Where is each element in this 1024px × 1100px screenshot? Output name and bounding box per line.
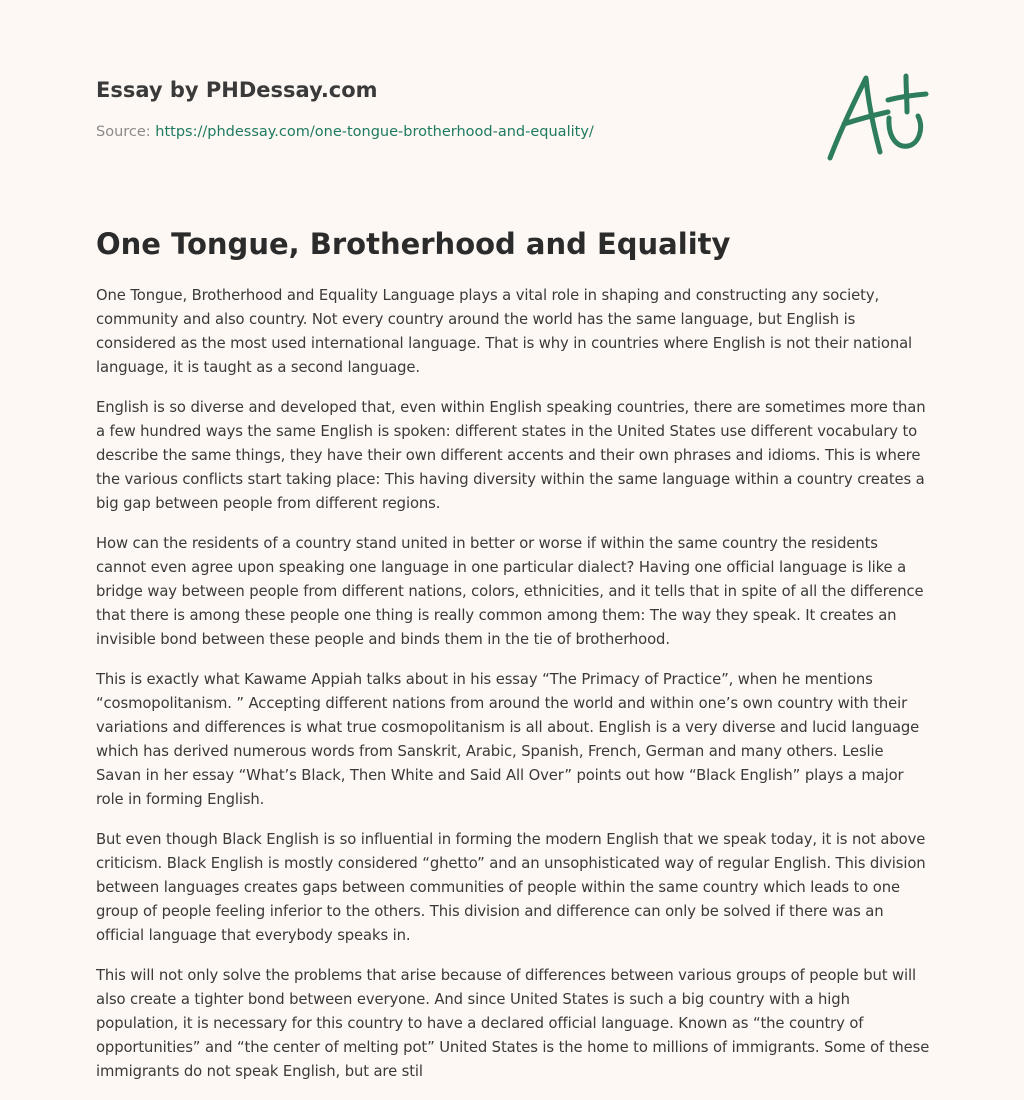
source-link[interactable]: https://phdessay.com/one-tongue-brotherhood-and-equality/ xyxy=(155,124,594,140)
site-brand: Essay by PHDessay.com xyxy=(96,78,378,102)
essay-body xyxy=(96,284,932,1100)
a-plus-grade-icon xyxy=(822,66,932,166)
essay-paragraph-2: English is so diverse and developed that, even within English speaking countries, there are sometimes more than a few hundred ways the same English is spoken: different states in the United States use different vocabulary to describe the same things, they have their own different accents and their own phrases and idioms. This is where the various conflicts start taking place: This having diversity within the same language within a country creates a big gap between people from different regions. xyxy=(96,399,926,512)
essay-paragraph-6: This will not only solve the problems that arise because of differences between various groups of people but will also create a tighter bond between everyone. And since United States is such a big country with a high population, it is necessary for this country to have a declared official language. Known as “the country of opportunities” and “the center of melting pot” United States is the home to millions of immigrants. Some of these immigrants do not speak English, but are stil xyxy=(96,967,930,1080)
essay-title: One Tongue, Brotherhood and Equality xyxy=(96,227,731,261)
a-plus-grade-icon-svg xyxy=(822,66,932,166)
source-line xyxy=(96,122,796,142)
essay-header xyxy=(96,76,796,142)
essay-paragraph-1: One Tongue, Brotherhood and Equality Language plays a vital role in shaping and constructing any society, community and also country. Not every country around the world has the same language, but English is considered as the most used international language. That is why in countries where English is not their national language, it is taught as a second language. xyxy=(96,287,913,376)
essay-paragraph-3: How can the residents of a country stand united in better or worse if within the same country the residents cannot even agree upon speaking one language in one particular dialect? Having one official language is like a bridge way between people from different nations, colors, ethnicities, and it tells that in spite of all the difference that there is among these people one thing is really common among them: The way they speak. It creates an invisible bond between these people and binds them in the tie of brotherhood. xyxy=(96,535,924,648)
essay-paragraph-5: But even though Black English is so influential in forming the modern English that we speak today, it is not above criticism. Black English is mostly considered “ghetto” and an unsophisticated way of regular English. This division between languages creates gaps between communities of people within the same country which leads to one group of people feeling inferior to the others. This division and difference can only be solved if there was an official language that everybody speaks in. xyxy=(96,831,926,944)
source-label: Source: xyxy=(96,124,151,140)
essay-paragraph-4: This is exactly what Kawame Appiah talks about in his essay “The Primacy of Practice”, when he mentions “cosmopolitanism. ” Accepting different nations from around the world and within one’s own country with their variations and differences is what true cosmopolitanism is all about. English is a very diverse and lucid language which has derived numerous words from Sanskrit, Arabic, Spanish, French, German and many others. Leslie Savan in her essay “What’s Black, Then White and Said All Over” points out how “Black English” plays a major role in forming English. xyxy=(96,671,920,808)
